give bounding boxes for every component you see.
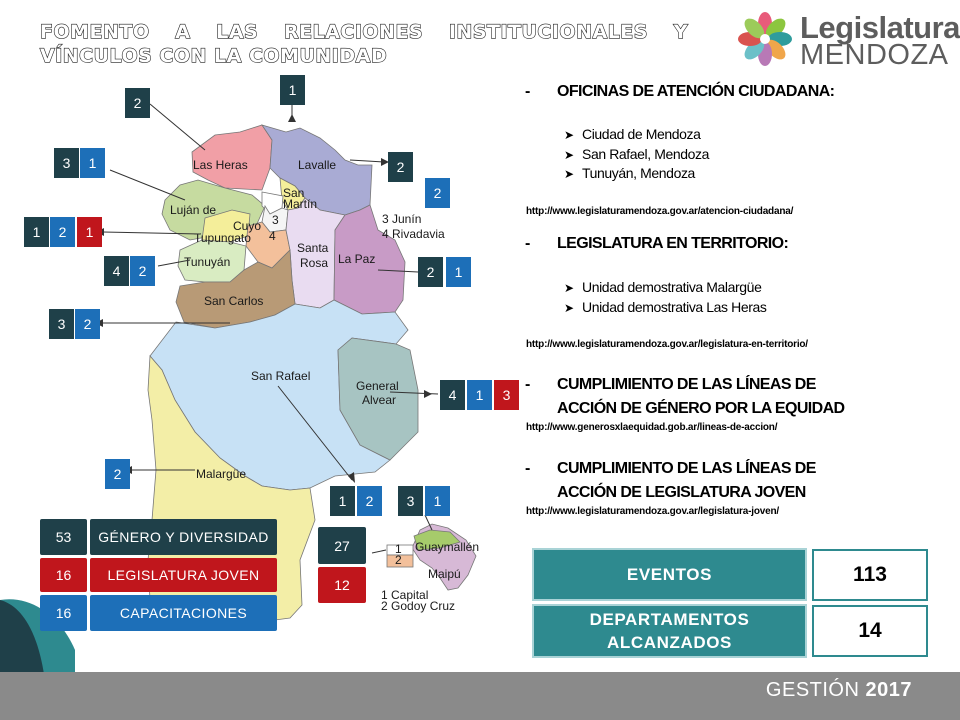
section-joven-title-2: ACCIÓN DE LEGISLATURA JOVEN xyxy=(557,484,806,501)
badge-sanrafael-b: 2 xyxy=(357,486,382,516)
section-genero-title-2: ACCIÓN DE GÉNERO POR LA EQUIDAD xyxy=(557,400,845,417)
label-las-heras: Las Heras xyxy=(193,158,248,172)
title-word: LAS xyxy=(216,21,259,43)
inset-label-capital: 1 Capital xyxy=(381,588,429,602)
arrow-icon: ➤ xyxy=(564,167,574,181)
legend-joven-label: LEGISLATURA JOVEN xyxy=(90,558,277,592)
stat-departamentos-value: 14 xyxy=(812,605,928,657)
badge-inset-a: 3 xyxy=(398,486,423,516)
label-san-carlos: San Carlos xyxy=(204,294,264,308)
badge-tunuyan-b: 2 xyxy=(130,256,155,286)
badge-lavalle-right: 2 xyxy=(388,152,413,182)
badge-sanrafael-a: 1 xyxy=(330,486,355,516)
title-word: A xyxy=(175,21,191,43)
label-san-rafael: San Rafael xyxy=(251,369,311,383)
arrow-icon: ➤ xyxy=(564,301,574,315)
stat-departamentos-line-1: DEPARTAMENTOS xyxy=(589,610,750,629)
badge-junin-blue: 2 xyxy=(425,178,450,208)
logo-line-2: MENDOZA xyxy=(800,39,949,71)
label-malargue: Malargüe xyxy=(196,467,247,481)
title-line-2: VÍNCULOS CON LA COMUNIDAD xyxy=(40,45,388,67)
label-santa-rosa-2: Rosa xyxy=(300,256,329,270)
label-san-martin-1: San xyxy=(283,186,305,200)
stat-departamentos-line-2: ALCANZADOS xyxy=(607,633,732,652)
title-word: Y xyxy=(673,21,688,43)
badge-sancarlos-a: 3 xyxy=(49,309,74,339)
section-oficinas-heading xyxy=(525,80,834,104)
section-joven-heading xyxy=(525,457,816,505)
url-atencion-ciudadana[interactable]: http://www.legislaturamendoza.gov.ar/atencion-ciudadana/ xyxy=(526,206,794,217)
inset-label-1: 1 xyxy=(395,542,402,556)
list-item xyxy=(564,126,701,142)
label-san-martin-2: Martín xyxy=(283,197,318,211)
legend-capacitaciones-label: CAPACITACIONES xyxy=(90,595,277,631)
badge-lujan-b: 2 xyxy=(50,217,75,247)
list-item xyxy=(564,165,695,181)
badge-alvear-c: 3 xyxy=(494,380,519,410)
badge-las-heras-row-b: 1 xyxy=(80,148,105,178)
list-item xyxy=(564,279,761,295)
legend-capacitaciones-number: 16 xyxy=(40,595,87,631)
section-joven-title-1: CUMPLIMIENTO DE LAS LÍNEAS DE xyxy=(557,460,816,477)
label-la-paz: La Paz xyxy=(338,252,376,266)
badge-inset-b: 1 xyxy=(425,486,450,516)
stat-eventos-value: 113 xyxy=(812,549,928,601)
label-cuyo: Cuyo xyxy=(233,219,262,233)
label-santa-rosa-1: Santa xyxy=(297,241,329,255)
badge-lujan-c: 1 xyxy=(77,217,102,247)
list-item-text: Tunuyán, Mendoza xyxy=(582,165,695,181)
list-item xyxy=(564,146,709,162)
inset-label-godoy-cruz: 2 Godoy Cruz xyxy=(381,599,456,613)
arrow-icon: ➤ xyxy=(564,128,574,142)
label-rivadavia: 4 Rivadavia xyxy=(382,227,445,241)
arrow-icon: ➤ xyxy=(564,281,574,295)
section-territorio-heading xyxy=(525,232,788,256)
inset-total-dark: 27 xyxy=(318,527,366,564)
badge-lapaz-a: 2 xyxy=(418,257,443,287)
title-word: RELACIONES xyxy=(283,21,424,43)
footer-gestion xyxy=(766,679,912,702)
label-lujan: Luján de xyxy=(170,203,217,217)
list-item-text: Ciudad de Mendoza xyxy=(582,126,701,142)
label-tupungato: Tupungato xyxy=(194,231,251,245)
list-item-text: Unidad demostrativa Las Heras xyxy=(582,299,767,315)
badge-lujan-a: 1 xyxy=(24,217,49,247)
list-item-text: Unidad demostrativa Malargüe xyxy=(582,279,762,295)
url-generos-equidad[interactable]: http://www.generosxlaequidad.gob.ar/lineas-de-accion/ xyxy=(526,422,778,433)
list-item xyxy=(564,299,767,315)
section-oficinas-title: OFICINAS DE ATENCIÓN CIUDADANA: xyxy=(557,83,835,100)
inset-label-maipu: Maipú xyxy=(428,567,461,581)
badge-sancarlos-b: 2 xyxy=(75,309,100,339)
legend-joven-number: 16 xyxy=(40,558,87,592)
badge-las-heras-row-a: 3 xyxy=(54,148,79,178)
badge-lavalle-top: 1 xyxy=(280,75,305,105)
label-num-3: 3 xyxy=(272,213,279,227)
badge-tunuyan-a: 4 xyxy=(104,256,129,286)
section-dash: - xyxy=(525,460,530,477)
url-legislatura-territorio[interactable]: http://www.legislaturamendoza.gov.ar/legislatura-en-territorio/ xyxy=(526,339,808,350)
section-territorio-title: LEGISLATURA EN TERRITORIO: xyxy=(557,235,789,252)
legend-genero-label: GÉNERO Y DIVERSIDAD xyxy=(90,519,277,555)
label-general-alvear-1: General xyxy=(356,379,399,393)
section-genero-title-1: CUMPLIMIENTO DE LAS LÍNEAS DE xyxy=(557,376,816,393)
badge-alvear-b: 1 xyxy=(467,380,492,410)
footer-year: 2017 xyxy=(865,679,912,701)
title-word: INSTITUCIONALES xyxy=(448,21,648,43)
section-genero-heading xyxy=(525,373,845,421)
section-dash: - xyxy=(525,235,530,252)
section-dash: - xyxy=(525,83,530,100)
label-junin: 3 Junín xyxy=(382,212,422,226)
stat-departamentos-label xyxy=(532,604,807,658)
badge-las-heras-1: 2 xyxy=(125,88,150,118)
inset-label-guaymallen: Guaymallén xyxy=(415,540,480,554)
label-general-alvear-2: Alvear xyxy=(362,393,397,407)
arrow-icon: ➤ xyxy=(564,148,574,162)
badge-lapaz-b: 1 xyxy=(446,257,471,287)
title-word: FOMENTO xyxy=(40,21,150,43)
label-lavalle: Lavalle xyxy=(298,158,337,172)
badge-alvear-a: 4 xyxy=(440,380,465,410)
badge-malargue-a: 2 xyxy=(105,459,130,489)
logo-line-1: Legislatura xyxy=(800,10,960,45)
legend-genero-number: 53 xyxy=(40,519,87,555)
inset-total-red: 12 xyxy=(318,567,366,603)
stat-eventos-label: EVENTOS xyxy=(532,548,807,601)
label-tunuyan: Tunuyán xyxy=(184,255,231,269)
inset-label-2: 2 xyxy=(395,553,402,567)
list-item-text: San Rafael, Mendoza xyxy=(582,146,710,162)
footer-word: GESTIÓN xyxy=(765,679,860,701)
url-legislatura-joven[interactable]: http://www.legislaturamendoza.gov.ar/legislatura-joven/ xyxy=(526,506,779,517)
section-dash: - xyxy=(525,376,530,393)
label-num-4: 4 xyxy=(269,229,276,243)
